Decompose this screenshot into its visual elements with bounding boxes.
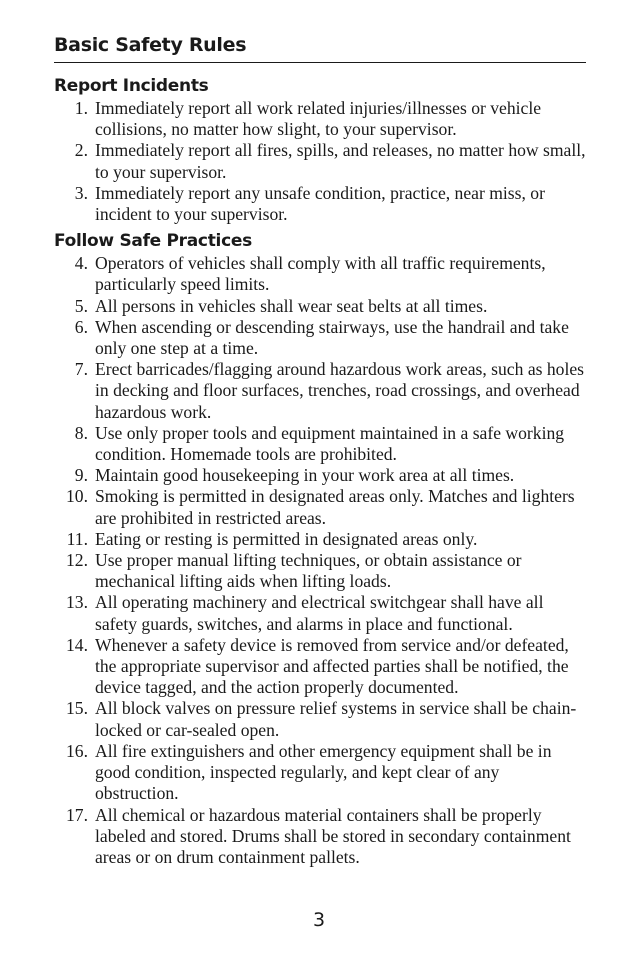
list-item (54, 253, 586, 295)
item-number: 14. (66, 634, 88, 655)
item-number: 2. (74, 140, 88, 161)
item-text: Eating or resting is permitted in designated areas only. (95, 528, 478, 549)
follow-safe-practices-list (54, 253, 586, 868)
list-item (54, 183, 586, 225)
list-item (54, 296, 586, 317)
item-number: 12. (66, 550, 88, 571)
item-text: Whenever a safety device is removed from service and/or defeated, the appropriate supervisor and affected parties shall be notified, the device tagged, and the action properly documented. (95, 634, 569, 698)
list-item (54, 529, 586, 550)
item-text: When ascending or descending stairways, use the handrail and take only one step at a time. (95, 316, 569, 359)
item-text: Immediately report all fires, spills, and releases, no matter how small, to your supervisor. (95, 140, 586, 182)
item-text: Maintain good housekeeping in your work area at all times. (95, 465, 515, 486)
item-text: Immediately report any unsafe condition, practice, near miss, or incident to your supervisor. (95, 182, 545, 225)
page-number: 3 (312, 909, 326, 931)
item-text: All fire extinguishers and other emergency equipment shall be in good condition, inspected regularly, and kept clear of any obstruction. (95, 740, 552, 804)
list-item (54, 741, 586, 805)
item-number: 8. (74, 422, 88, 443)
item-number: 10. (66, 486, 88, 507)
item-number: 7. (74, 359, 88, 380)
section-heading-report-incidents: Report Incidents (54, 76, 209, 96)
report-incidents-list (54, 98, 586, 225)
list-item (54, 486, 586, 528)
item-number: 4. (74, 253, 88, 274)
item-text: Use proper manual lifting techniques, or obtain assistance or mechanical lifting aids when lifting loads. (95, 550, 522, 592)
title-divider (54, 62, 586, 63)
item-text: Use only proper tools and equipment maintained in a safe working condition. Homemade tools are prohibited. (95, 422, 565, 465)
item-number: 6. (74, 316, 88, 337)
item-number: 1. (74, 98, 88, 118)
list-item (54, 592, 586, 634)
list-item (54, 140, 586, 182)
item-text: Operators of vehicles shall comply with all traffic requirements, particularly speed limits. (95, 253, 546, 295)
list-item (54, 98, 586, 140)
list-item (54, 317, 586, 359)
list-item (54, 465, 586, 486)
document-page (54, 30, 586, 868)
item-text: Erect barricades/flagging around hazardous work areas, such as holes in decking and floor surfaces, trenches, road crossings, and overhead hazardous work. (95, 359, 585, 422)
item-text: Smoking is permitted in designated areas only. Matches and lighters are prohibited in restricted areas. (95, 486, 575, 528)
list-item (54, 698, 586, 740)
page-title: Basic Safety Rules (54, 34, 247, 56)
item-text: Immediately report all work related injuries/illnesses or vehicle collisions, no matter how slight, to your supervisor. (95, 98, 542, 140)
list-item (54, 550, 586, 592)
item-text: All block valves on pressure relief systems in service shall be chain-locked or car-sealed open. (95, 698, 577, 740)
list-item (54, 805, 586, 869)
list-item (54, 423, 586, 465)
item-number: 9. (74, 465, 88, 486)
section-heading-follow-safe-practices: Follow Safe Practices (54, 231, 252, 252)
item-number: 15. (66, 698, 88, 719)
item-number: 17. (66, 804, 88, 825)
item-text: All persons in vehicles shall wear seat belts at all times. (95, 295, 488, 316)
list-item (54, 635, 586, 699)
item-number: 16. (66, 740, 88, 761)
item-text: All operating machinery and electrical switchgear shall have all safety guards, switches, and alarms in place and functional. (95, 592, 544, 634)
item-text: All chemical or hazardous material containers shall be properly labeled and stored. Drums shall be stored in secondary containment areas or on drum containment pallets. (95, 804, 571, 867)
list-item (54, 359, 586, 423)
item-number: 13. (66, 592, 88, 613)
item-number: 3. (74, 182, 88, 203)
item-number: 5. (74, 295, 88, 316)
item-number: 11. (66, 528, 88, 549)
